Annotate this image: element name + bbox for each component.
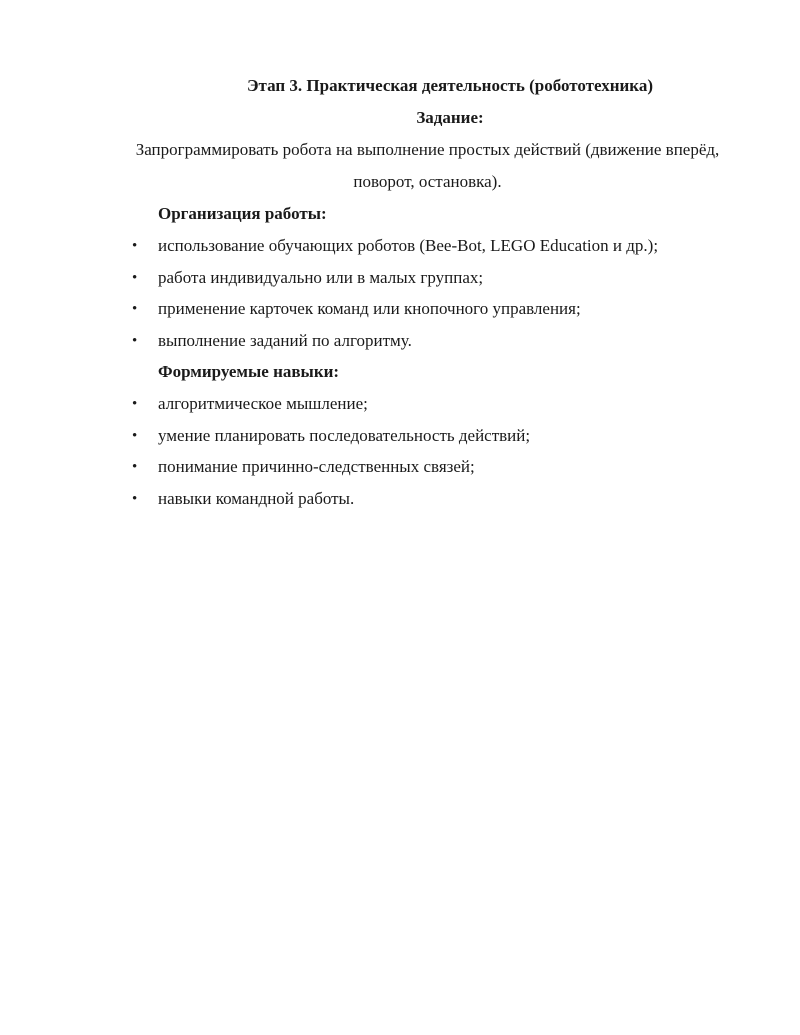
stage-title: Этап 3. Практическая деятельность (робототехника) xyxy=(246,76,653,95)
skills-list xyxy=(0,393,800,520)
organization-list xyxy=(0,235,800,362)
list-item-text: навыки командной работы. xyxy=(158,489,355,509)
organization-heading: Организация работы: xyxy=(158,204,327,223)
task-label: Задание: xyxy=(416,108,484,127)
list-item xyxy=(0,393,800,425)
list-item-text: использование обучающих роботов (Bee-Bot, LEGO Education и др.); xyxy=(158,236,659,255)
list-item xyxy=(0,456,800,488)
list-item xyxy=(0,488,800,520)
list-item xyxy=(0,267,800,299)
bullet-icon: • xyxy=(132,491,138,508)
bullet-icon: • xyxy=(132,427,138,444)
bullet-icon: • xyxy=(132,333,138,350)
task-text-line-2: поворот, остановка). xyxy=(353,172,502,191)
list-item-text: работа индивидуально или в малых группах; xyxy=(158,267,484,287)
bullet-icon: • xyxy=(132,459,138,476)
list-item xyxy=(0,425,800,457)
bullet-icon: • xyxy=(132,301,138,318)
list-item xyxy=(0,298,800,330)
list-item-text: умение планировать последовательность действий; xyxy=(158,425,531,445)
list-item-text: понимание причинно-следственных связей; xyxy=(158,457,475,477)
bullet-icon: • xyxy=(132,269,138,286)
skills-heading: Формируемые навыки: xyxy=(158,362,340,381)
bullet-icon: • xyxy=(132,396,138,412)
task-text-line-1: Запрограммировать робота на выполнение простых действий (движение вперёд, xyxy=(135,140,720,159)
list-item-text: выполнение заданий по алгоритму. xyxy=(158,331,412,351)
bullet-icon: • xyxy=(132,238,138,254)
list-item xyxy=(0,330,800,362)
list-item-text: алгоритмическое мышление; xyxy=(158,394,368,413)
list-item-text: применение карточек команд или кнопочного управления; xyxy=(158,299,581,319)
list-item xyxy=(0,235,800,267)
